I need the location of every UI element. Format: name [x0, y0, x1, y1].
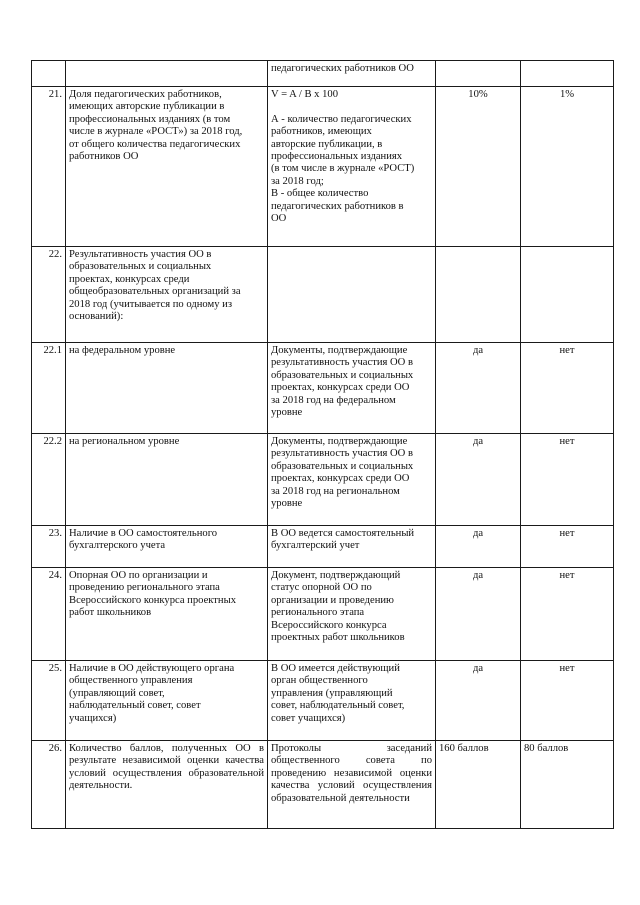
measurement-method: В ОО имеется действующий орган общественного управления (управляющий совет, наблюдательный совет, совет учащихся): [268, 661, 436, 741]
table-row: [32, 61, 614, 87]
value-max: да: [436, 343, 521, 434]
row-number: 23.: [32, 526, 66, 568]
value-min: 80 баллов: [521, 741, 614, 829]
row-number: 22.1: [32, 343, 66, 434]
row-number: 22.: [32, 247, 66, 343]
measurement-method: В ОО ведется самостоятельный бухгалтерский учет: [268, 526, 436, 568]
value-max: да: [436, 526, 521, 568]
value-min: 1%: [521, 87, 614, 247]
measurement-method: Документы, подтверждающие результативность участия ОО в образовательных и социальных проектах, конкурсах среди ОО за 2018 год на федеральном уровне: [268, 343, 436, 434]
measurement-method: педагогических работников ОО: [268, 61, 436, 87]
table-row: [32, 741, 614, 829]
table-row: [32, 434, 614, 526]
table-row: [32, 568, 614, 661]
value-min: [521, 247, 614, 343]
value-max: [436, 61, 521, 87]
value-min: [521, 61, 614, 87]
value-max: 10%: [436, 87, 521, 247]
value-min: нет: [521, 343, 614, 434]
value-max: [436, 247, 521, 343]
indicator-name: Опорная ОО по организации и проведению регионального этапа Всероссийского конкурса проектных работ школьников: [66, 568, 268, 661]
indicator-name: [66, 61, 268, 87]
value-max: да: [436, 661, 521, 741]
measurement-method: Документ, подтверждающий статус опорной ОО по организации и проведению регионального этапа Всероссийского конкурса проектных работ школьников: [268, 568, 436, 661]
value-min: нет: [521, 568, 614, 661]
value-max: да: [436, 568, 521, 661]
row-number: [32, 61, 66, 87]
indicator-name: Доля педагогических работников, имеющих авторские публикации в профессиональных изданиях (в том числе в журнале «РОСТ») за 2018 год, от общего количества педагогических работников ОО: [66, 87, 268, 247]
measurement-method: Документы, подтверждающие результативность участия ОО в образовательных и социальных проектах, конкурсах среди ОО за 2018 год на региональном уровне: [268, 434, 436, 526]
row-number: 24.: [32, 568, 66, 661]
value-min: нет: [521, 434, 614, 526]
value-max: да: [436, 434, 521, 526]
table-row: [32, 87, 614, 247]
table-row: [32, 526, 614, 568]
table-row: [32, 661, 614, 741]
indicator-name: на федеральном уровне: [66, 343, 268, 434]
indicator-name: Результативность участия ОО в образовательных и социальных проектах, конкурсах среди общеобразовательных организаций за 2018 год (учитывается по одному из оснований):: [66, 247, 268, 343]
table-row: [32, 247, 614, 343]
indicator-name: Наличие в ОО действующего органа общественного управления (управляющий совет, наблюдательный совет, совет учащихся): [66, 661, 268, 741]
row-number: 26.: [32, 741, 66, 829]
row-number: 21.: [32, 87, 66, 247]
value-min: нет: [521, 526, 614, 568]
row-number: 22.2: [32, 434, 66, 526]
indicator-name: Количество баллов, полученных ОО в результате независимой оценки качества условий осуществления образовательной деятельности.: [66, 741, 268, 829]
measurement-method: V = A / B x 100 А - количество педагогических работников, имеющих авторские публикации, в профессиональных изданиях (в том числе в журнале «РОСТ) за 2018 год; В - общее количество педагогических работников в ОО: [268, 87, 436, 247]
table-row: [32, 343, 614, 434]
value-min: нет: [521, 661, 614, 741]
value-max: 160 баллов: [436, 741, 521, 829]
indicator-name: Наличие в ОО самостоятельного бухгалтерского учета: [66, 526, 268, 568]
criteria-table: [31, 60, 614, 829]
indicator-name: на региональном уровне: [66, 434, 268, 526]
measurement-method: Протоколы заседаний общественного совета по проведению независимой оценки качества условий осуществления образовательной деятельности: [268, 741, 436, 829]
measurement-method: [268, 247, 436, 343]
row-number: 25.: [32, 661, 66, 741]
